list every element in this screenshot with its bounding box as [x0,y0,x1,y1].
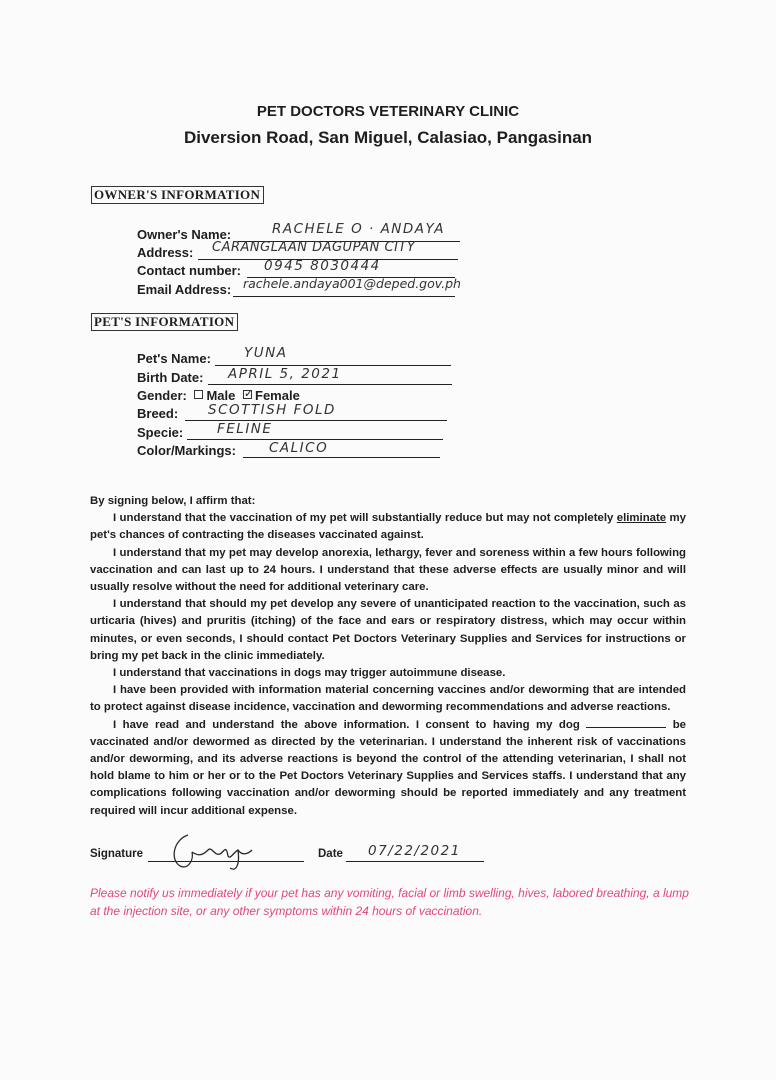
owner-contact-value[interactable]: 0945 8030444 [264,258,381,274]
consent-p6 [90,717,686,820]
pet-birth-value[interactable]: APRIL 5, 2021 [228,366,342,382]
consent-p1 [90,510,686,544]
owner-email-row [137,281,231,299]
consent-p2: I understand that my pet may develop anorexia, lethargy, fever and soreness within a few hours following vaccination and can last up to 24 hours. I understand that these adverse effects are usually minor and will usually resolve without the need for additional veterinary care. [90,546,686,594]
owner-name-label: Owner's Name: [137,227,232,242]
consent-intro: By signing below, I affirm that: [90,495,256,507]
gender-female-checkbox[interactable] [243,390,252,399]
consent-p1-a: I understand that the vaccination of my pet will substantially reduce but may not completely [113,512,617,525]
signature-mark[interactable] [168,830,268,875]
owner-section-title: OWNER'S INFORMATION [91,186,264,204]
consent-p6-a: I have read and understand the above information. I consent to having my dog [113,718,587,731]
clinic-name: PET DOCTORS VETERINARY CLINIC [256,103,520,120]
date-value[interactable]: 07/22/2021 [368,843,461,859]
gender-male-checkbox[interactable] [194,390,203,399]
consent-p6-b: be vaccinated and/or dewormed as directed by the veterinarian. I understand the inherent risk of vaccinations and/or deworming, and its adverse reactions is beyond the control of the attending veterinarian, I shall not hold blame to him or her or to the Pet Doctors Veterinary Supplies and Services staffs. I understand that any complications following vaccination and/or deworming should be reported immediately and any treatment required will incur additional expense. [90,718,686,817]
consent-p5: I have been provided with information material concerning vaccines and/or deworming that are intended to protect against disease incidence, vaccination and deworming recommendations and adverse reactions. [90,684,686,714]
pet-breed-value[interactable]: SCOTTISH FOLD [208,402,336,418]
owner-name-value[interactable]: RACHELE O · ANDAYA [272,221,445,237]
consent-p3: I understand that should my pet develop any severe of unanticipated reaction to the vaccination, such as urticaria (hives) and pruritis (itching) of the face and ears or respiratory distress, which may occur within minutes, or even seconds, I should contact Pet Doctors Veterinary Supplies and Services for instructions or bring my pet back in the clinic immediately. [90,598,686,662]
pet-color-value[interactable]: CALICO [269,440,329,456]
pet-specie-row [137,424,183,442]
pet-gender-label: Gender: [137,388,187,403]
gender-female-label: Female [255,388,300,403]
consent-text [90,493,686,820]
consent-p1-underlined: eliminate [616,512,667,525]
owner-contact-label: Contact number: [137,263,241,278]
date-line [346,861,484,862]
owner-address-value[interactable]: CARANGLAAN DAGUPAN CITY [212,240,416,255]
owner-email-line [233,296,455,297]
date-label: Date [318,848,343,860]
pet-name-label: Pet's Name: [137,351,211,366]
owner-email-label: Email Address: [137,282,232,297]
pet-section-title: PET'S INFORMATION [91,313,238,331]
pet-specie-value[interactable]: FELINE [217,421,273,437]
dog-name-blank[interactable] [586,717,666,728]
pet-color-line [243,457,440,458]
consent-p1-b: my pet's chances of contracting the diseases vaccinated against. [90,512,686,542]
clinic-address: Diversion Road, San Miguel, Calasiao, Pangasinan [183,128,593,147]
gender-male-label: Male [206,388,236,403]
pet-specie-label: Specie: [137,425,184,440]
pet-color-label: Color/Markings: [137,443,236,458]
owner-address-label: Address: [137,245,194,260]
signature-label: Signature [90,848,144,860]
pet-name-row [137,350,211,368]
pet-breed-label: Breed: [137,406,179,421]
owner-address-row [137,244,193,262]
owner-contact-row [137,262,241,280]
pet-breed-row [137,405,178,423]
pet-birth-row [137,369,203,387]
consent-p4: I understand that vaccinations in dogs may trigger autoimmune disease. [113,667,506,680]
pet-birth-label: Birth Date: [137,370,204,385]
owner-email-value[interactable]: rachele.andaya001@deped.gov.ph [243,276,461,291]
pet-color-row [137,442,236,460]
aftercare-notice: Please notify us immediately if your pet has any vomiting, facial or limb swelling, hives, labored breathing, a lump at the injection site, or any other symptoms within 24 hours of vaccination. [90,886,689,918]
pet-name-value[interactable]: YUNA [244,345,288,361]
